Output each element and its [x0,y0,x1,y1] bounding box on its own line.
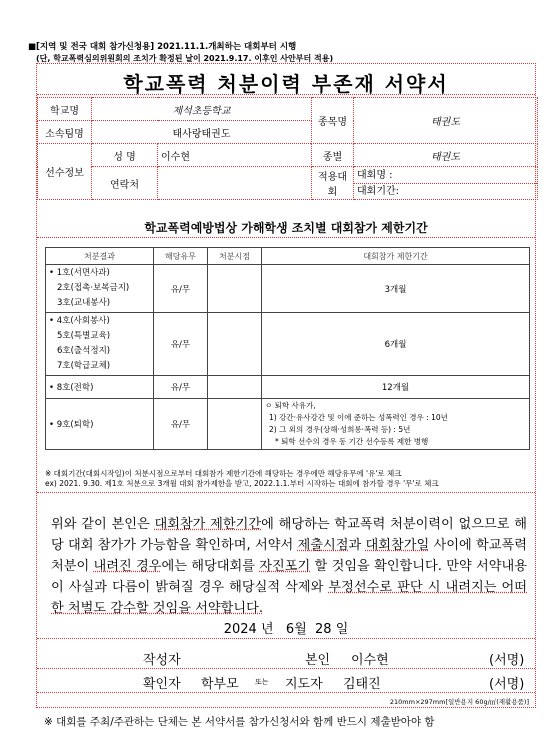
text-span: 위와 같이 본인은 [51,517,155,532]
writer-label: 작성자 [143,653,181,668]
table-row [46,265,530,313]
text-span: 할 것임을 확인합니다. 만약 서약내용이 사실과 다름이 밝혀질 경우 해당실적 삭제와 [51,559,527,595]
limit-line: 1) 강간·유사강간 및 이에 준하는 성폭력인 경우 : 10년 [269,413,448,422]
or-label: 또는 [255,678,269,686]
divider [37,692,535,693]
team-label: 소속팀명 [38,121,92,144]
name-field[interactable]: 이수현 [158,144,312,167]
self-name-field[interactable]: 이수현 [351,653,389,668]
year-unit: 년 [260,622,274,637]
table-row [46,313,530,376]
table-row [46,399,530,450]
limit-line: 2) 그 외의 경우(상해·성희롱·폭력 등) : 5년 [269,425,411,434]
emphasis-span: 제출시점 [297,538,349,553]
coach-name-field[interactable]: 김태진 [343,677,381,692]
competition-name-label: 대회명 : [354,168,537,184]
team-field[interactable]: 태사랑태권도 [92,121,312,144]
measure-label: 3호(교내봉사) [57,298,111,308]
pledge-date [37,618,535,637]
limit-line: ㅇ 퇴학 사유가, [265,401,316,410]
self-label: 본인 [305,653,331,668]
apply-label: 적용대회 [312,167,354,200]
section-subtitle: 학교폭력예방법상 가해학생 조치별 대회참가 제한기간 [144,221,428,235]
parent-label: 학부모 [201,677,239,692]
coach-label: 지도자 [285,677,323,692]
restriction-table [45,247,530,450]
when-field[interactable] [208,265,262,313]
column-header: 대회참가 제한기간 [262,248,530,265]
footer-note: ※ 대회를 주최/주관하는 단체는 본 서약서를 참가신청서와 함께 반드시 제출받아야 함 [44,716,435,728]
divider [37,94,535,95]
day-unit: 일 [335,622,349,637]
text-span: 사이에 학교폭력 처분이 [51,538,527,574]
month-field[interactable]: 6월 [285,622,307,637]
apply-field[interactable] [354,167,538,200]
applicable-field[interactable]: 유/무 [154,265,208,313]
column-header: 해당유무 [154,248,208,265]
table-row [46,376,530,399]
emphasis-span: 자진포기 [259,559,311,574]
signature-box[interactable]: (서명) [489,677,525,692]
declaration-text [51,514,527,619]
competition-period-label: 대회기간: [357,185,400,197]
applicable-field[interactable]: 유/무 [154,313,208,376]
paper-spec: 210mm×297mm[일반용지 60g/㎡(재활용품)] [389,698,529,706]
measure-label: 6호(출석정지) [57,346,111,356]
measure-label: 7호(학급교체) [57,361,111,371]
event-label: 종별 [312,144,354,167]
pledge-form [36,63,536,708]
divider [37,668,535,669]
note-line: ex) 2021. 9.30. 제1호 처분으로 3개월 대회 참가제한을 받고, 2022.1.1.부터 시작하는 대회에 참가할 경우 '무'로 체크 [45,479,439,488]
contact-label: 연락처 [92,167,158,200]
confirm-label: 확인자 [143,677,181,692]
note-line: ※ 대회기간(대회시작일)이 처분시점으로부터 대회참가 제한기간에 해당하는 경우에만 해당유무에 '유'로 체크 [45,469,402,478]
limit-value: 6개월 [262,313,530,376]
measure-label: • 1호(서면사과) [49,268,110,278]
divider [37,237,535,238]
contact-field[interactable] [158,167,312,200]
when-field[interactable] [208,313,262,376]
when-field[interactable] [208,399,262,450]
event-field[interactable]: 태권도 [354,144,538,167]
text-span: 과 [348,538,366,553]
header-line-2: (단, 학교폭력심의위원회의 조치가 확정된 날이 2021.9.17. 이후인 사안부터 적용) [36,54,334,63]
name-label: 성 명 [92,144,158,167]
emphasis-span: 부정선수로 판단 시 내려지는 어떠한 처벌도 감수할 것임을 서약합니다. [51,580,527,616]
school-label: 학교명 [38,98,92,121]
sport-label: 종목명 [312,98,354,144]
measure-label: • 9호(퇴학) [46,399,154,450]
applicable-field[interactable]: 유/무 [154,376,208,399]
applicable-field[interactable]: 유/무 [154,399,208,450]
emphasis-span: 내려진 경우 [93,559,162,574]
sport-field[interactable]: 태권도 [354,98,538,144]
column-header: 처분시점 [208,248,262,265]
measure-label: 5호(특별교육) [57,331,111,341]
school-field[interactable]: 제석초등학교 [92,98,312,121]
text-span: 에 해당하는 학교폭력 처분이력이 없으므로 해당 대회 참가가 가능함을 확인하며, 서약서 [51,517,528,553]
header-line-1: ■[지역 및 전국 대회 참가신청용] 2021.11.1.개최하는 대회부터 시행 [28,42,297,52]
player-info-label: 선수정보 [38,144,92,200]
when-field[interactable] [208,376,262,399]
measure-label: 2호(접촉·보복금지) [57,283,130,293]
limit-line: * 퇴학 선수의 경우 동 기간 선수등록 제한 병행 [275,437,429,446]
day-field[interactable]: 28 [315,622,332,637]
emphasis-span: 대회참가 제한기간 [154,517,262,532]
column-header: 처분결과 [46,248,154,265]
signature-box[interactable]: (서명) [489,653,525,668]
divider [37,492,535,493]
table-note [45,469,533,489]
text-span: 에는 해당대회를 [161,559,260,574]
year-field[interactable]: 2024 [223,622,257,637]
page-title: 학교폭력 처분이력 부존재 서약서 [123,72,449,96]
emphasis-span: 대회참가일 [365,538,430,553]
info-table [37,97,538,200]
measure-label: • 4호(사회봉사) [49,316,110,326]
divider [37,638,535,639]
limit-value: 12개월 [262,376,530,399]
limit-value: 3개월 [262,265,530,313]
measure-label: • 8호(전학) [46,376,154,399]
